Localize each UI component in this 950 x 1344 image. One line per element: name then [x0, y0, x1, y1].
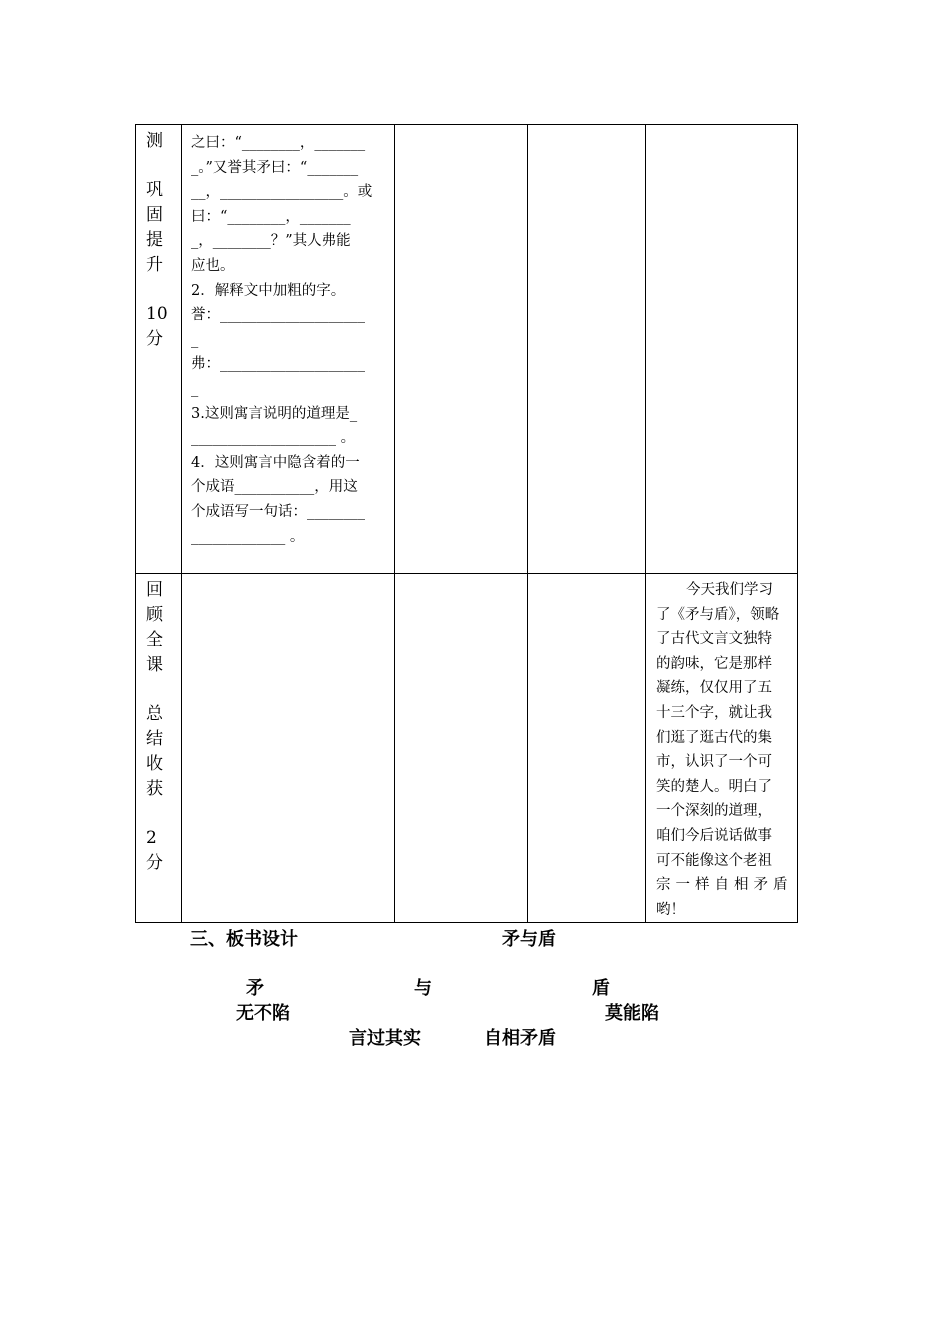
board-heading: 三、板书设计: [190, 929, 298, 950]
empty-cell: [395, 574, 528, 923]
text-line: [146, 678, 181, 702]
text-line: 获: [146, 779, 163, 799]
text-line: _____________ 。: [191, 528, 305, 545]
text-line: 3.这则寓言说明的道理是_: [191, 405, 358, 422]
text-line: 一个深刻的道理，: [656, 803, 772, 820]
text-line: 分: [146, 329, 163, 349]
table-row-summary: [136, 574, 798, 923]
empty-cell: [528, 574, 646, 923]
text-line: 2．解释文中加粗的字。: [191, 282, 346, 299]
text-line: [146, 278, 181, 302]
text-line: 笑的楚人。明白了: [656, 778, 772, 795]
board-bottom-left: 言过其实: [349, 1028, 421, 1049]
text-line: 弗：____________________: [191, 356, 365, 373]
board-right-phrase: 莫能陷: [605, 1003, 659, 1024]
text-line: 哟！: [656, 901, 685, 918]
text-line: ____________________ 。: [191, 430, 356, 447]
lesson-plan-table: [135, 124, 798, 923]
text-line: 曰：“________，_______: [191, 208, 351, 225]
text-line: 2: [146, 828, 157, 848]
text-line: 们逛了逛古代的集: [656, 729, 772, 746]
text-line: 十三个字，就让我: [656, 704, 772, 721]
text-line: 今天我们学习: [686, 582, 773, 598]
text-line: 个成语___________，用这: [191, 479, 358, 496]
text-line: 课: [146, 655, 163, 675]
text-line: 应也。: [191, 257, 235, 274]
text-line: 10: [146, 304, 168, 324]
empty-cell: [182, 574, 395, 923]
text-line: 收: [146, 754, 163, 774]
empty-cell: [646, 125, 798, 574]
text-line: [146, 154, 181, 178]
text-line: 宗一样自相矛盾: [656, 877, 793, 894]
text-line: 巩: [146, 180, 163, 200]
text-line: 总: [146, 704, 163, 724]
text-line: 顾: [146, 605, 163, 625]
text-line: _，________？”其人弗能: [191, 233, 351, 250]
text-line: __，_________________。或: [191, 184, 373, 201]
board-left-phrase: 无不陷: [236, 1003, 290, 1024]
stage-cell: [136, 574, 182, 923]
board-word-dun: 盾: [592, 978, 610, 999]
text-line: 回: [146, 580, 163, 600]
text-line: 了古代文言文独特: [656, 631, 772, 648]
stage-cell: [136, 125, 182, 574]
text-line: 可不能像这个老祖: [656, 852, 772, 869]
text-line: 结: [146, 729, 163, 749]
table-row-practice: [136, 125, 798, 574]
text-line: 分: [146, 853, 163, 873]
text-line: 市，认识了一个可: [656, 754, 772, 771]
text-line: [146, 802, 181, 826]
text-line: 固: [146, 205, 163, 225]
text-line: _。”又誉其矛曰：“_______: [191, 159, 359, 176]
board-bottom-right: 自相矛盾: [484, 1028, 556, 1049]
text-line: 升: [146, 255, 163, 275]
board-word-mao: 矛: [246, 978, 264, 999]
text-line: 之曰：“________，_______: [191, 135, 366, 151]
text-line: 凝练，仅仅用了五: [656, 680, 772, 697]
empty-cell: [395, 125, 528, 574]
text-line: 的韵味，它是那样: [656, 655, 772, 672]
empty-cell: [528, 125, 646, 574]
text-line: 誉：____________________: [191, 307, 365, 324]
text-line: 全: [146, 630, 163, 650]
text-line: 提: [146, 230, 163, 250]
text-line: _: [191, 331, 199, 348]
summary-cell: [646, 574, 798, 923]
text-line: _: [191, 380, 199, 397]
text-line: 4．这则寓言中隐含着的一: [191, 454, 360, 471]
board-word-yu: 与: [414, 978, 432, 999]
text-line: 测: [146, 131, 163, 151]
text-line: 了《矛与盾》，领略: [656, 606, 780, 623]
content-cell: [182, 125, 395, 574]
board-title: 矛与盾: [502, 929, 556, 950]
text-line: 个成语写一句话：________: [191, 503, 365, 520]
text-line: 咱们今后说话做事: [656, 827, 772, 844]
